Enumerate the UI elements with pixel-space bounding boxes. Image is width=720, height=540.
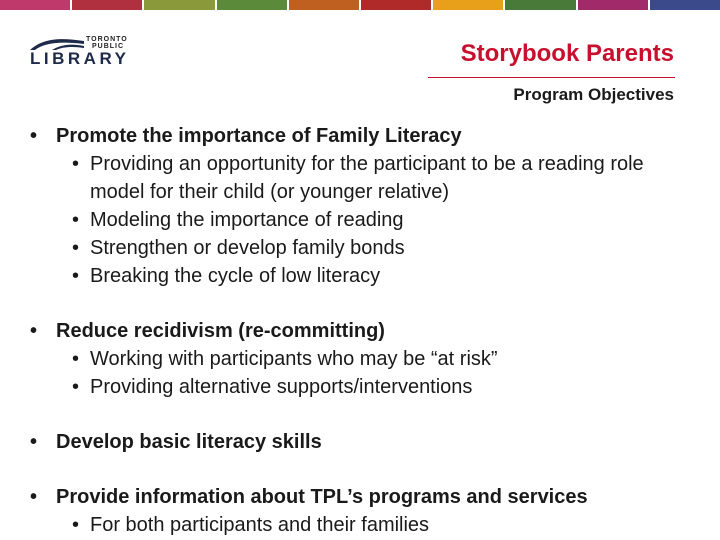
sub-bullet-item: • Providing an opportunity for the participant to be a reading role model for their child (or younger relative)	[30, 150, 700, 206]
sub-bullet-item: • Modeling the importance of reading	[30, 206, 700, 234]
color-bar	[0, 0, 720, 10]
color-bar-segment	[217, 0, 287, 10]
sub-bullet-item: • For both participants and their families	[30, 511, 700, 539]
page-title: Storybook Parents	[460, 40, 674, 67]
color-bar-segment	[433, 0, 503, 10]
bullet-item: • Promote the importance of Family Literacy	[30, 122, 700, 150]
library-logo[interactable]	[28, 36, 138, 66]
sub-bullet-item: • Working with participants who may be “at risk”	[30, 345, 700, 373]
sub-bullet-item: • Breaking the cycle of low literacy	[30, 262, 700, 290]
logo-text-library: LIBRARY	[30, 49, 130, 68]
color-bar-segment	[578, 0, 648, 10]
sub-bullet-item: • Strengthen or develop family bonds	[30, 234, 700, 262]
logo-line1: TORONTO	[86, 36, 128, 43]
color-bar-segment	[0, 0, 70, 10]
bullet-item: • Reduce recidivism (re-committing)	[30, 317, 700, 345]
color-bar-segment	[361, 0, 431, 10]
logo-text-small	[86, 36, 128, 50]
color-bar-segment	[72, 0, 142, 10]
bullet-item: • Develop basic literacy skills	[30, 428, 700, 456]
color-bar-segment	[650, 0, 720, 10]
sub-bullet-item: • Providing alternative supports/interventions	[30, 373, 700, 401]
color-bar-segment	[289, 0, 359, 10]
logo-line2: PUBLIC	[92, 43, 125, 50]
page-subtitle: Program Objectives	[513, 85, 674, 104]
color-bar-segment	[144, 0, 214, 10]
color-bar-segment	[505, 0, 575, 10]
bullet-item: • Provide information about TPL’s programs and services	[30, 483, 700, 511]
objectives-list	[30, 122, 700, 539]
title-divider	[428, 77, 675, 78]
